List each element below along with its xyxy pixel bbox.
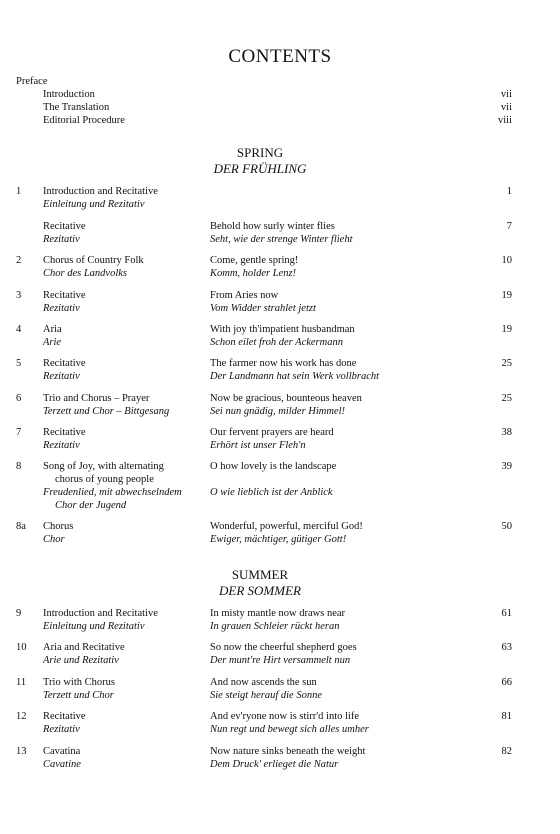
entry-first-line: So now the cheerful shepherd goes Der munt're Hirt versammelt nun	[210, 642, 357, 666]
entry-number: 5	[16, 358, 22, 369]
entry-title: Trio with Chorus Terzett und Chor	[43, 677, 115, 701]
entry-title: Song of Joy, with alternating chorus of young people Freudenlied, mit abwechselndem Chor der Jugend	[43, 461, 182, 511]
entry-page: 50	[501, 521, 512, 532]
entry-first-line: O how lovely is the landscape O wie lieblich ist der Anblick	[210, 461, 337, 498]
entry-title: Recitative Rezitativ	[43, 221, 86, 245]
preface-item-title: Editorial Procedure	[43, 115, 125, 126]
page-title: CONTENTS	[228, 46, 332, 67]
entry-page: 82	[501, 746, 512, 757]
preface-item-page: vii	[500, 89, 512, 100]
entry-first-line: With joy th'impatient husbandman Schon eilet froh der Ackermann	[210, 324, 355, 348]
entry-title: Trio and Chorus – Prayer Terzett und Chor – Bittgesang	[43, 393, 170, 417]
entry-number: 12	[16, 711, 27, 722]
entry-number: 6	[16, 393, 22, 404]
section-heading-spring	[0, 145, 520, 177]
entry-first-line: Our fervent prayers are heard Erhört ist unser Fleh'n	[210, 427, 334, 451]
section-heading-de: DER FRÜHLING	[213, 161, 307, 176]
entry-number: 2	[16, 255, 22, 266]
entry-title: Recitative Rezitativ	[43, 358, 86, 382]
entry-page: 25	[501, 393, 512, 404]
entry-title: Aria and Recitative Arie und Rezitativ	[43, 642, 125, 666]
entry-number: 7	[16, 427, 22, 438]
preface-item-page: vii	[500, 102, 512, 113]
entry-title: Introduction and Recitative Einleitung und Rezitativ	[43, 608, 158, 632]
entry-number: 3	[16, 290, 22, 301]
entry-first-line: In misty mantle now draws near In grauen Schleier rückt heran	[210, 608, 346, 632]
entry-first-line: Now nature sinks beneath the weight Dem Druck' erlieget die Natur	[210, 746, 366, 770]
preface-item-title: The Translation	[43, 102, 110, 113]
preface-item-page: viii	[497, 115, 512, 126]
section-heading-summer	[0, 567, 520, 599]
entry-title: Chorus Chor	[43, 521, 74, 545]
entry-first-line: And ev'ryone now is stirr'd into life Nun regt und bewegt sich alles umher	[210, 711, 369, 735]
entry-page: 10	[501, 255, 512, 266]
entry-title: Recitative Rezitativ	[43, 711, 86, 735]
entry-first-line: Come, gentle spring! Komm, holder Lenz!	[210, 255, 299, 279]
entry-page: 39	[501, 461, 512, 472]
entry-number: 8a	[16, 521, 26, 532]
entry-number: 13	[16, 746, 27, 757]
entry-title: Recitative Rezitativ	[43, 290, 86, 314]
section-heading-en: SPRING	[236, 145, 284, 160]
entry-first-line: Now be gracious, bounteous heaven Sei nun gnädig, milder Himmel!	[210, 393, 362, 417]
entry-number: 11	[16, 677, 27, 688]
entry-page: 81	[501, 711, 512, 722]
entry-page: 63	[501, 642, 512, 653]
entry-title: Aria Arie	[43, 324, 62, 348]
entry-number: 1	[16, 186, 22, 197]
entry-first-line: And now ascends the sun Sie steigt herauf die Sonne	[210, 677, 322, 701]
entry-first-line: Wonderful, powerful, merciful God! Ewiger, mächtiger, gütiger Gott!	[210, 521, 363, 545]
entry-page: 1	[506, 186, 512, 197]
entry-title: Chorus of Country Folk Chor des Landvolks	[43, 255, 144, 279]
section-heading-en: SUMMER	[231, 567, 289, 582]
entry-page: 25	[501, 358, 512, 369]
entry-first-line: The farmer now his work has done Der Landmann hat sein Werk vollbracht	[210, 358, 380, 382]
entry-title: Introduction and Recitative Einleitung und Rezitativ	[43, 186, 158, 210]
entry-first-line: From Aries now Vom Widder strahlet jetzt	[210, 290, 316, 314]
entry-page: 61	[501, 608, 512, 619]
entry-page: 19	[501, 324, 512, 335]
entry-number: 8	[16, 461, 22, 472]
entry-number: 9	[16, 608, 22, 619]
preface-item-title: Introduction	[43, 89, 95, 100]
entry-title: Cavatina Cavatine	[43, 746, 81, 770]
entry-page: 66	[501, 677, 512, 688]
preface-label: Preface	[16, 76, 48, 87]
entry-page: 19	[501, 290, 512, 301]
entry-page: 7	[506, 221, 512, 232]
entry-page: 38	[501, 427, 512, 438]
entry-number: 10	[16, 642, 27, 653]
entry-title: Recitative Rezitativ	[43, 427, 86, 451]
entry-number: 4	[16, 324, 22, 335]
entry-first-line: Behold how surly winter flies Seht, wie der strenge Winter flieht	[210, 221, 353, 245]
section-heading-de: DER SOMMER	[219, 583, 301, 598]
